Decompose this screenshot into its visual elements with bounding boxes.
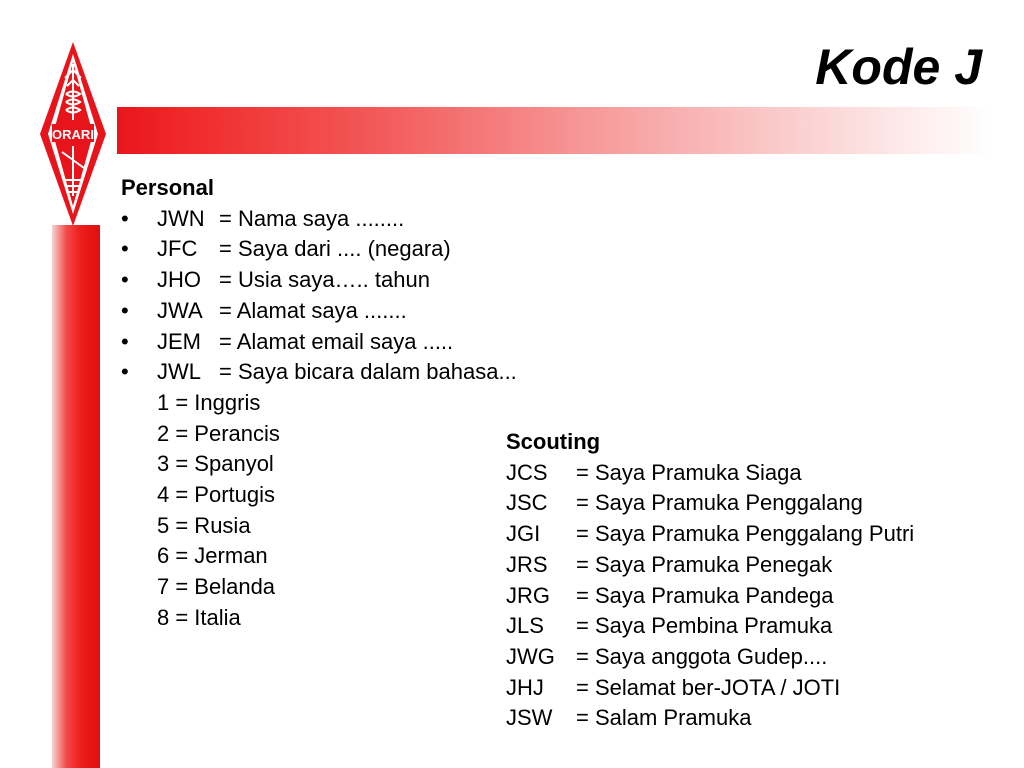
meaning: = Saya Pramuka Penggalang [576,490,863,516]
language-option: 5 = Rusia [157,512,251,538]
list-item [121,357,517,388]
code: JWG [506,643,555,669]
code: JRS [506,551,548,577]
code: JGI [506,521,541,547]
code: JEM [157,328,201,354]
list-item [506,488,914,519]
language-option: 2 = Perancis [157,420,280,446]
language-option: 7 = Belanda [157,574,276,600]
scouting-heading: Scouting [506,429,601,454]
list-item [506,703,914,734]
code: JHO [157,267,201,293]
list-item [121,265,517,296]
language-option: 8 = Italia [157,604,241,630]
meaning: = Saya Pramuka Penggalang Putri [576,521,915,547]
code: JSC [506,490,548,516]
left-decor-bar [52,225,100,768]
bullet: • [121,205,129,231]
meaning: = Saya anggota Gudep.... [576,643,828,669]
list-item [121,234,517,265]
code: JWL [157,359,201,385]
slide-title: Kode J [815,39,982,95]
logo-text: ORARI [52,127,94,142]
list-item [506,519,914,550]
personal-section [121,173,517,634]
code: JSW [506,705,553,731]
bullet: • [121,328,129,354]
bullet: • [121,359,129,385]
personal-heading: Personal [121,175,214,200]
meaning: = Nama saya ........ [219,205,405,231]
meaning: = Saya Pembina Pramuka [576,613,833,639]
code: JRG [506,582,550,608]
list-item [121,327,517,358]
language-option: 6 = Jerman [157,543,268,569]
scouting-section [506,427,914,734]
language-option: 4 = Portugis [157,482,276,508]
meaning: = Saya dari .... (negara) [219,236,451,262]
code: JCS [506,459,548,485]
bullet: • [121,267,129,293]
list-item [506,642,914,673]
code: JWA [157,297,203,323]
bullet: • [121,297,129,323]
list-item [506,673,914,704]
list-item [506,550,914,581]
language-option: 3 = Spanyol [157,451,274,477]
meaning: = Usia saya….. tahun [219,267,430,293]
header-gradient-bar [117,107,992,154]
list-item [506,458,914,489]
code: JHJ [506,674,544,700]
orari-logo [38,40,108,228]
meaning: = Saya bicara dalam bahasa... [219,359,517,385]
bullet: • [121,236,129,262]
list-item [121,296,517,327]
meaning: = Saya Pramuka Pandega [576,582,834,608]
list-item [121,204,517,235]
list-item [506,581,914,612]
meaning: = Alamat saya ....... [219,297,407,323]
code: JFC [157,236,198,262]
list-item [506,611,914,642]
meaning: = Saya Pramuka Penegak [576,551,833,577]
meaning: = Selamat ber-JOTA / JOTI [576,674,841,700]
meaning: = Salam Pramuka [576,705,752,731]
meaning: = Alamat email saya ..... [219,328,454,354]
meaning: = Saya Pramuka Siaga [576,459,802,485]
code: JLS [506,613,544,639]
language-option: 1 = Inggris [157,389,261,415]
code: JWN [157,205,205,231]
